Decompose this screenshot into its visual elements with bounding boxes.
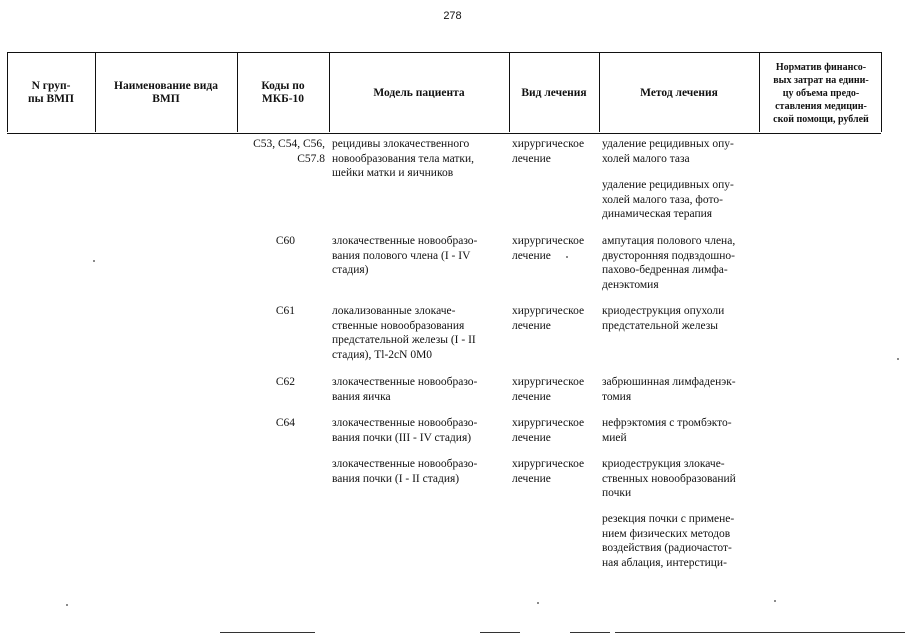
treatment-type: хирургическое лечение [512, 138, 585, 165]
column-divider [237, 52, 238, 132]
header-name: Наименование вида ВМП [114, 80, 218, 105]
column-divider [759, 52, 760, 132]
treatment-type: хирургическое лечение [512, 417, 585, 444]
scan-edge-line [570, 632, 610, 633]
scan-speck [93, 260, 95, 262]
icd-code: C61 [275, 305, 295, 317]
treatment-type: хирургическое лечение [512, 235, 585, 262]
treatment-type: хирургическое лечение [512, 305, 585, 332]
icd-code: C53, C54, C56, C57.8 [253, 138, 325, 165]
treatment-method: нефрэктомия с тромбэкто- мией [602, 417, 732, 444]
table-border-left [7, 52, 8, 132]
column-divider [599, 52, 600, 132]
treatment-type: хирургическое лечение [512, 458, 585, 485]
header-model: Модель пациента [373, 86, 465, 99]
icd-code: C64 [275, 417, 295, 429]
patient-model: злокачественные новообразо- вания почки (I - II стадия) [332, 458, 478, 485]
treatment-method: криодеструкция злокаче- ственных новообразований почки [602, 458, 736, 499]
scan-speck [897, 358, 899, 360]
scan-speck [537, 602, 539, 604]
column-divider [95, 52, 96, 132]
scan-speck [566, 256, 568, 258]
patient-model: рецидивы злокачественного новообразования тела матки, шейки матки и яичников [332, 138, 475, 179]
scan-speck [66, 604, 68, 606]
scan-edge-line [220, 632, 315, 633]
patient-model: локализованные злокаче- ственные новообразования предстательной железы (I - II стадия), Tl-2cN 0M0 [332, 305, 476, 361]
treatment-method: удаление рецидивных опу- холей малого таза, фото- динамическая терапия [602, 179, 734, 220]
scan-edge-line [480, 632, 520, 633]
treatment-method: удаление рецидивных опу- холей малого таза [602, 138, 734, 165]
icd-code: C60 [275, 235, 295, 247]
patient-model: злокачественные новообразо- вания яичка [332, 376, 478, 403]
page-number: 278 [443, 10, 462, 22]
table-header [7, 52, 881, 134]
column-divider [509, 52, 510, 132]
header-codes: Коды по МКБ-10 [261, 80, 305, 105]
treatment-method: криодеструкция опухоли предстательной железы [602, 305, 725, 332]
icd-code: C62 [275, 376, 295, 388]
header-method: Метод лечения [640, 86, 718, 99]
header-group: N груп- пы ВМП [28, 80, 74, 105]
scan-speck [774, 600, 776, 602]
table-border-right [881, 52, 882, 132]
treatment-method: забрюшинная лимфаденэк- томия [602, 376, 736, 403]
header-treatment-type: Вид лечения [521, 86, 587, 99]
treatment-type: хирургическое лечение [512, 376, 585, 403]
patient-model: злокачественные новообразо- вания почки (III - IV стадия) [332, 417, 478, 444]
patient-model: злокачественные новообразо- вания полового члена (I - IV стадия) [332, 235, 478, 276]
scan-edge-line [615, 632, 905, 633]
treatment-method: резекция почки с примене- нием физических методов воздействия (радиочастот- ная аблация, интерстици- [602, 513, 735, 569]
column-divider [329, 52, 330, 132]
treatment-method: ампутация полового члена, двусторонняя подвздошно- пахово-бедренная лимфа- денэктомия [602, 235, 736, 291]
header-norm: Норматив финансо- вых затрат на едини- цу объема предо- ставления медицин- ской помощи, рублей [773, 61, 869, 125]
